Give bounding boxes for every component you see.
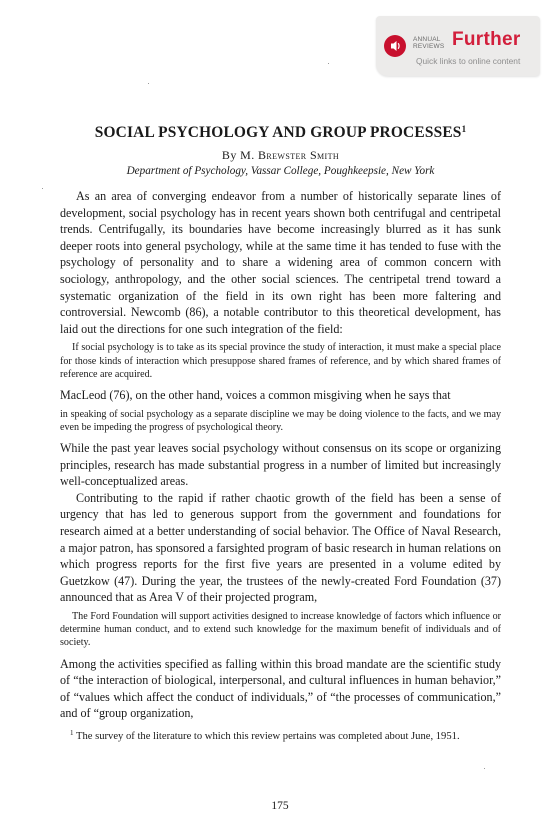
scan-speck (42, 188, 43, 189)
scan-speck (328, 63, 329, 64)
title-footnote-mark[interactable]: 1 (461, 124, 467, 134)
footnote-text: The survey of the literature to which this review pertains was completed about June, 1951. (75, 730, 460, 742)
annual-reviews-wordmark: ANNUAL REVIEWS (413, 36, 445, 50)
article-title: SOCIAL PSYCHOLOGY AND GROUP PROCESSES$^1$ (94, 124, 467, 141)
body-paragraph-4: Contributing to the rapid if rather chaotic growth of the field has been a sense of urgency that has led to generous support from the government and foundations for research aimed at a better understanding of social behavior. The Office of Naval Research, a major patron, has sponsored a farsighted program of basic research in human relations on which progress reports for the first five years are presented in a volume edited by Guetzkow (47). During the year, the trustees of the newly-created Ford Foundation (37) announced that as Area V of their projected program, (60, 490, 501, 605)
further-label: Further (452, 29, 521, 50)
body-paragraph-5: Among the activities specified as falling within this broad mandate are the scientific study of “the interaction of biological, interpersonal, and cultural influences in human behavior,” of “values which affect the conduct of individuals,” of “the processes of communication,” and of “group organization, (60, 656, 501, 721)
block-quote-newcomb: If social psychology is to take as its special province the study of interaction, it must make a special place for those kinds of interaction which presuppose shared frames of reference, and by which shared frames of reference are acquired. (60, 342, 501, 380)
body-paragraph-3: While the past year leaves social psychology without consensus on its scope or organizing principles, research has made substantial progress in a number of limited but increasingly well-conceptualized areas. (60, 440, 501, 489)
body-paragraph-2: MacLeod (76), on the other hand, voices a common misgiving when he says that (60, 387, 451, 402)
footnote (60, 726, 501, 744)
body-paragraph-1: As an area of converging endeavor from a number of historically separate lines of development, social psychology has in recent years shown both centrifugal and centripetal trends. Centrifugally, its boundaries have become increasingly blurred as it has sunk deeper roots into general psychology, while at the same time it has tended to fuse with the psychology of personality and to share a widening area of common concern with sociology, anthropology, and the other social sciences. The centripetal trend toward a systematic organization of the field in its own right has been more faltering and controversial. Newcomb (86), a notable contributor to this theoretical development, has laid out the directions for one such integration of the field: (60, 189, 501, 336)
scan-speck (484, 768, 485, 769)
annual-reviews-further-badge[interactable] (376, 16, 540, 76)
article-page (60, 120, 501, 754)
speaker-play-icon (384, 35, 406, 57)
author-by: By (221, 148, 237, 162)
author-name: M. Brewster Smith (240, 148, 340, 162)
block-quote-ford-foundation: The Ford Foundation will support activities designed to increase knowledge of factors which influence or determine human conduct, and to extend such knowledge for the maximum benefit of individuals and of society. (60, 610, 501, 649)
page-number: 175 (271, 800, 289, 812)
article-author (60, 148, 501, 162)
quick-links-label[interactable]: Quick links to online content (416, 56, 521, 66)
scan-speck (148, 83, 149, 84)
footnote-mark: 1 (70, 728, 74, 737)
author-affiliation: Department of Psychology, Vassar College, Poughkeepsie, New York (126, 165, 435, 177)
block-quote-macleod: in speaking of social psychology as a separate discipline we may be doing violence to the facts, and we may even be impeding the progress of psychological theory. (60, 408, 501, 433)
